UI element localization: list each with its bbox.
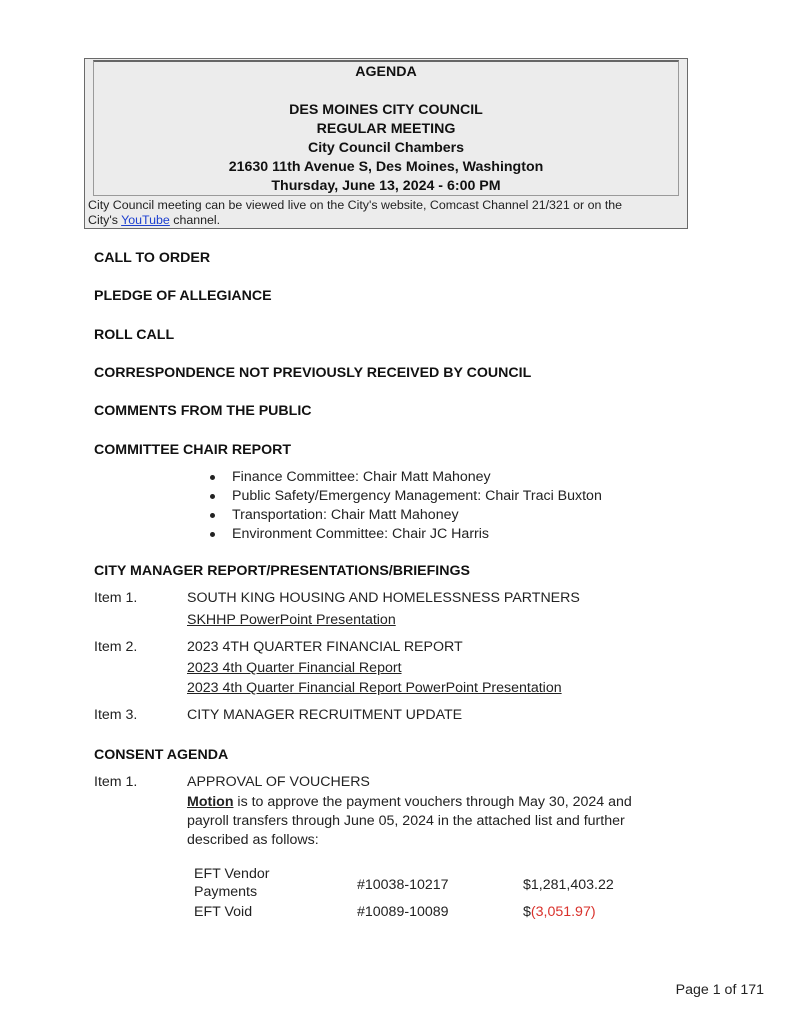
voucher-amount: $1,281,403.22	[523, 877, 614, 893]
item-label: Item 3.	[94, 707, 138, 723]
heading-consent-agenda: CONSENT AGENDA	[94, 747, 229, 763]
meeting-date: Thursday, June 13, 2024 - 6:00 PM	[271, 178, 501, 194]
motion-text: is to approve the payment vouchers through May 30, 2024 and	[233, 794, 632, 810]
heading-comments: COMMENTS FROM THE PUBLIC	[94, 403, 312, 419]
meeting-location: City Council Chambers	[307, 140, 465, 156]
motion-line1	[187, 793, 632, 811]
committee-bullet: Public Safety/Emergency Management: Chair Traci Buxton	[232, 488, 602, 504]
item-label: Item 2.	[94, 639, 138, 655]
item-title: APPROVAL OF VOUCHERS	[187, 774, 370, 790]
item-title: CITY MANAGER RECRUITMENT UPDATE	[187, 707, 463, 723]
council-name: DES MOINES CITY COUNCIL	[289, 102, 483, 118]
voucher-type: EFT Vendor	[194, 866, 270, 882]
heading-roll-call: ROLL CALL	[94, 327, 175, 343]
voucher-amount-prefix: $	[523, 904, 531, 920]
motion-word: Motion	[187, 794, 234, 810]
item-label: Item 1.	[94, 774, 138, 790]
bullet-icon	[210, 475, 215, 480]
voucher-type-cont: Payments	[194, 884, 258, 900]
heading-city-manager: CITY MANAGER REPORT/PRESENTATIONS/BRIEFINGS	[94, 563, 470, 579]
committee-bullet: Finance Committee: Chair Matt Mahoney	[232, 469, 491, 485]
viewing-note-line1: City Council meeting can be viewed live on the City's website, Comcast Channel 21/321 or on the	[88, 198, 623, 212]
viewing-note-line2	[88, 213, 220, 228]
agenda-title: AGENDA	[355, 64, 417, 80]
viewing-note-prefix: City's	[88, 213, 122, 227]
financial-report-presentation-link[interactable]: 2023 4th Quarter Financial Report PowerPoint Presentation	[187, 680, 562, 696]
bullet-icon	[210, 532, 215, 537]
heading-correspondence: CORRESPONDENCE NOT PREVIOUSLY RECEIVED BY COUNCIL	[94, 365, 532, 381]
heading-pledge: PLEDGE OF ALLEGIANCE	[94, 288, 272, 304]
voucher-range: #10038-10217	[357, 877, 449, 893]
motion-line3: described as follows:	[187, 832, 319, 848]
heading-call-to-order: CALL TO ORDER	[94, 250, 211, 266]
item-title: 2023 4TH QUARTER FINANCIAL REPORT	[187, 639, 463, 655]
voucher-type: EFT Void	[194, 904, 253, 920]
youtube-link[interactable]: YouTube	[121, 213, 170, 227]
item-title: SOUTH KING HOUSING AND HOMELESSNESS PARTNERS	[187, 590, 580, 606]
meeting-type: REGULAR MEETING	[316, 121, 456, 137]
item-label: Item 1.	[94, 590, 138, 606]
bullet-icon	[210, 494, 215, 499]
page-number: Page 1 of 171	[675, 982, 764, 998]
skhhp-presentation-link[interactable]: SKHHP PowerPoint Presentation	[187, 612, 396, 628]
viewing-note-suffix: channel.	[169, 213, 221, 227]
committee-bullet: Transportation: Chair Matt Mahoney	[232, 507, 459, 523]
voucher-amount-negative: (3,051.97)	[530, 904, 596, 920]
heading-committee: COMMITTEE CHAIR REPORT	[94, 442, 292, 458]
bullet-icon	[210, 513, 215, 518]
committee-bullet: Environment Committee: Chair JC Harris	[232, 526, 490, 542]
voucher-range: #10089-10089	[357, 904, 449, 920]
meeting-address: 21630 11th Avenue S, Des Moines, Washington	[228, 159, 544, 175]
motion-line2: payroll transfers through June 05, 2024 in the attached list and further	[187, 813, 625, 829]
financial-report-link[interactable]: 2023 4th Quarter Financial Report	[187, 660, 402, 676]
voucher-amount	[523, 903, 596, 921]
